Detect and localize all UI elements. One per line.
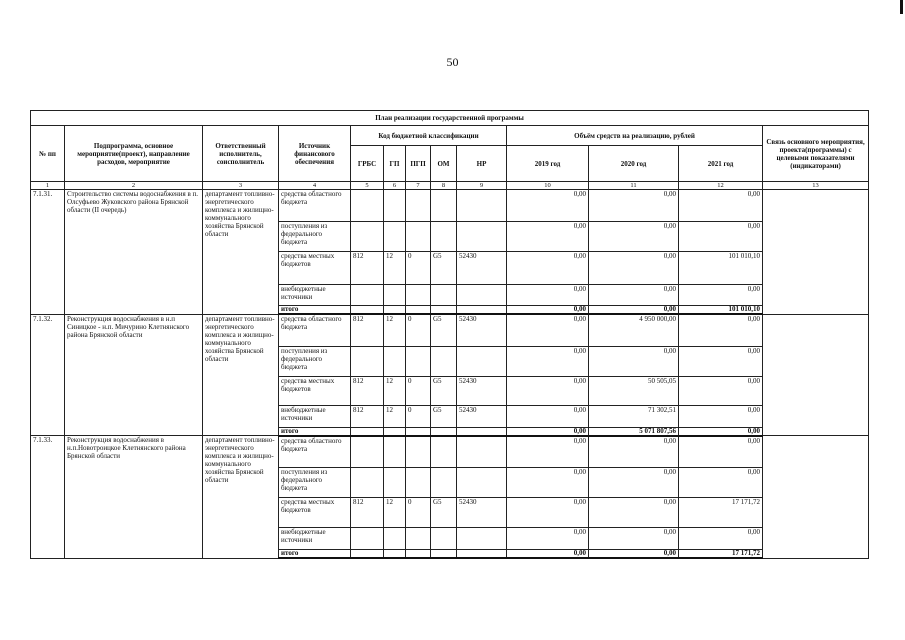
value-2020: 0,00	[589, 190, 679, 222]
header-executor: Ответственный исполнитель, соисполнитель	[203, 126, 279, 182]
value-2020: 0,00	[589, 436, 679, 468]
header-2019: 2019 год	[507, 146, 589, 182]
value-2021: 0,00	[679, 376, 763, 405]
value-2021: 101 010,10	[679, 252, 763, 285]
value-2020: 0,00	[589, 346, 679, 376]
value-2019: 0,00	[507, 222, 589, 252]
grbs-cell: 812	[351, 405, 384, 427]
header-budget-code: Код бюджетной классификации	[351, 126, 507, 146]
np-cell: 52430	[457, 405, 507, 427]
gp-cell	[384, 436, 406, 468]
gp-cell	[384, 285, 406, 306]
pgp-cell	[406, 528, 431, 550]
om-cell: G5	[431, 376, 457, 405]
grbs-cell	[351, 550, 384, 559]
gp-cell: 12	[384, 498, 406, 528]
section-executor: департамент топливно-энергетического комплекса и жилищно-коммунального хозяйства Брянской области	[203, 436, 279, 559]
pgp-cell: 0	[406, 252, 431, 285]
pgp-cell	[406, 222, 431, 252]
np-cell	[457, 468, 507, 498]
column-numbers-row	[31, 182, 869, 190]
grbs-cell: 812	[351, 314, 384, 346]
column-number: 7	[406, 182, 431, 190]
source-cell: внебюджетные источники	[279, 285, 351, 306]
total-2021: 17 171,72	[679, 550, 763, 559]
grbs-cell: 812	[351, 376, 384, 405]
grbs-cell	[351, 427, 384, 436]
total-2019: 0,00	[507, 550, 589, 559]
pgp-cell	[406, 427, 431, 436]
column-number: 13	[763, 182, 869, 190]
value-2019: 0,00	[507, 376, 589, 405]
gp-cell	[384, 550, 406, 559]
om-cell	[431, 346, 457, 376]
om-cell: G5	[431, 314, 457, 346]
np-cell	[457, 528, 507, 550]
total-2020: 0,00	[589, 550, 679, 559]
np-cell	[457, 550, 507, 559]
column-number: 3	[203, 182, 279, 190]
source-cell: средства местных бюджетов	[279, 252, 351, 285]
value-2021: 17 171,72	[679, 498, 763, 528]
section-7-1-33	[31, 436, 869, 559]
gp-cell	[384, 346, 406, 376]
value-2019: 0,00	[507, 405, 589, 427]
section-name: Строительство системы водоснабжения в п. Олсуфьево Жуковского района Брянской области (II очередь)	[65, 190, 203, 315]
pgp-cell: 0	[406, 376, 431, 405]
link-cell	[763, 190, 869, 315]
value-2021: 0,00	[679, 436, 763, 468]
value-2021: 0,00	[679, 405, 763, 427]
column-number: 2	[65, 182, 203, 190]
page-edge-mark	[900, 0, 903, 14]
value-2020: 0,00	[589, 285, 679, 306]
pgp-cell	[406, 306, 431, 315]
value-2020: 0,00	[589, 222, 679, 252]
source-cell: внебюджетные источники	[279, 405, 351, 427]
om-cell: G5	[431, 405, 457, 427]
value-2019: 0,00	[507, 190, 589, 222]
total-2019: 0,00	[507, 306, 589, 315]
np-cell	[457, 346, 507, 376]
value-2021: 0,00	[679, 190, 763, 222]
total-label: итого	[279, 550, 351, 559]
value-2021: 0,00	[679, 468, 763, 498]
pgp-cell: 0	[406, 498, 431, 528]
section-num: 7.1.31.	[31, 190, 65, 315]
om-cell	[431, 222, 457, 252]
header-gp: ГП	[384, 146, 406, 182]
value-2019: 0,00	[507, 528, 589, 550]
header-name: Подпрограмма, основное мероприятие(проект), направление расходов, мероприятие	[65, 126, 203, 182]
header-2021: 2021 год	[679, 146, 763, 182]
pgp-cell	[406, 346, 431, 376]
grbs-cell	[351, 346, 384, 376]
value-2019: 0,00	[507, 285, 589, 306]
value-2021: 0,00	[679, 528, 763, 550]
om-cell	[431, 468, 457, 498]
header-np: НР	[457, 146, 507, 182]
section-name: Реконструкция водоснабжения в н.п.Новотроицкое Клетнянского района Брянской области	[65, 436, 203, 559]
column-number: 12	[679, 182, 763, 190]
total-2020: 5 071 807,56	[589, 427, 679, 436]
gp-cell	[384, 427, 406, 436]
table-title: План реализации государственной программы	[31, 111, 869, 126]
om-cell	[431, 427, 457, 436]
value-2020: 0,00	[589, 468, 679, 498]
value-2020: 0,00	[589, 498, 679, 528]
value-2019: 0,00	[507, 468, 589, 498]
np-cell	[457, 190, 507, 222]
source-cell: средства местных бюджетов	[279, 498, 351, 528]
total-2021: 0,00	[679, 427, 763, 436]
grbs-cell	[351, 285, 384, 306]
value-2021: 0,00	[679, 346, 763, 376]
value-2019: 0,00	[507, 252, 589, 285]
column-number: 9	[457, 182, 507, 190]
np-cell: 52430	[457, 252, 507, 285]
column-number: 4	[279, 182, 351, 190]
value-2020: 0,00	[589, 252, 679, 285]
link-cell	[763, 436, 869, 559]
table-row	[31, 314, 869, 346]
column-number: 11	[589, 182, 679, 190]
om-cell: G5	[431, 252, 457, 285]
pgp-cell: 0	[406, 314, 431, 346]
pgp-cell	[406, 190, 431, 222]
gp-cell: 12	[384, 376, 406, 405]
source-cell: средства областного бюджета	[279, 190, 351, 222]
np-cell	[457, 222, 507, 252]
section-executor: департамент топливно-энергетического комплекса и жилищно-коммунального хозяйства Брянской области	[203, 314, 279, 436]
om-cell	[431, 285, 457, 306]
source-cell: внебюджетные источники	[279, 528, 351, 550]
table-row	[31, 190, 869, 222]
gp-cell	[384, 190, 406, 222]
source-cell: поступления из федерального бюджета	[279, 346, 351, 376]
gp-cell: 12	[384, 252, 406, 285]
gp-cell: 12	[384, 314, 406, 346]
source-cell: средства местных бюджетов	[279, 376, 351, 405]
gp-cell	[384, 222, 406, 252]
np-cell	[457, 436, 507, 468]
total-2019: 0,00	[507, 427, 589, 436]
grbs-cell	[351, 528, 384, 550]
header-funds: Объём средств на реализацию, рублей	[507, 126, 763, 146]
pgp-cell	[406, 468, 431, 498]
om-cell	[431, 550, 457, 559]
section-num: 7.1.33.	[31, 436, 65, 559]
value-2020: 0,00	[589, 528, 679, 550]
om-cell	[431, 436, 457, 468]
program-plan-table	[30, 110, 869, 559]
np-cell	[457, 427, 507, 436]
column-number: 8	[431, 182, 457, 190]
total-label: итого	[279, 306, 351, 315]
om-cell	[431, 306, 457, 315]
section-7-1-32	[31, 314, 869, 436]
header-pgp: ПГП	[406, 146, 431, 182]
section-name: Реконструкция водоснабжения в н.п Синицкое - н.п. Мичурино Клетнянского района Брянской области	[65, 314, 203, 436]
value-2021: 0,00	[679, 285, 763, 306]
pgp-cell	[406, 550, 431, 559]
grbs-cell	[351, 468, 384, 498]
gp-cell	[384, 468, 406, 498]
grbs-cell: 812	[351, 498, 384, 528]
value-2020: 71 302,51	[589, 405, 679, 427]
value-2019: 0,00	[507, 346, 589, 376]
np-cell	[457, 306, 507, 315]
header-num: № пп	[31, 126, 65, 182]
source-cell: средства областного бюджета	[279, 436, 351, 468]
column-number: 6	[384, 182, 406, 190]
np-cell: 52430	[457, 314, 507, 346]
np-cell: 52430	[457, 376, 507, 405]
header-link: Связь основного мероприятия, проекта(программы) с целевыми показателями (индикаторами)	[763, 126, 869, 182]
table-row	[31, 436, 869, 468]
om-cell: G5	[431, 498, 457, 528]
grbs-cell	[351, 222, 384, 252]
grbs-cell	[351, 190, 384, 222]
source-cell: поступления из федерального бюджета	[279, 222, 351, 252]
section-executor: департамент топливно-энергетического комплекса и жилищно-коммунального хозяйства Брянской области	[203, 190, 279, 315]
column-number: 5	[351, 182, 384, 190]
om-cell	[431, 528, 457, 550]
total-label: итого	[279, 427, 351, 436]
header-2020: 2020 год	[589, 146, 679, 182]
gp-cell	[384, 528, 406, 550]
grbs-cell	[351, 306, 384, 315]
page-number: 50	[446, 55, 459, 69]
section-num: 7.1.32.	[31, 314, 65, 436]
header-grbs: ГРБС	[351, 146, 384, 182]
grbs-cell	[351, 436, 384, 468]
value-2020: 50 505,05	[589, 376, 679, 405]
pgp-cell	[406, 436, 431, 468]
gp-cell	[384, 306, 406, 315]
link-cell	[763, 314, 869, 436]
np-cell: 52430	[457, 498, 507, 528]
value-2021: 0,00	[679, 314, 763, 346]
value-2019: 0,00	[507, 314, 589, 346]
value-2019: 0,00	[507, 436, 589, 468]
gp-cell: 12	[384, 405, 406, 427]
total-2021: 101 010,10	[679, 306, 763, 315]
value-2019: 0,00	[507, 498, 589, 528]
source-cell: средства областного бюджета	[279, 314, 351, 346]
pgp-cell: 0	[406, 405, 431, 427]
header-source: Источник финансового обеспечения	[279, 126, 351, 182]
header-om: ОМ	[431, 146, 457, 182]
source-cell: поступления из федерального бюджета	[279, 468, 351, 498]
column-number: 1	[31, 182, 65, 190]
value-2020: 4 950 000,00	[589, 314, 679, 346]
np-cell	[457, 285, 507, 306]
column-number: 10	[507, 182, 589, 190]
pgp-cell	[406, 285, 431, 306]
section-7-1-31	[31, 190, 869, 315]
om-cell	[431, 190, 457, 222]
value-2021: 0,00	[679, 222, 763, 252]
total-2020: 0,00	[589, 306, 679, 315]
grbs-cell: 812	[351, 252, 384, 285]
